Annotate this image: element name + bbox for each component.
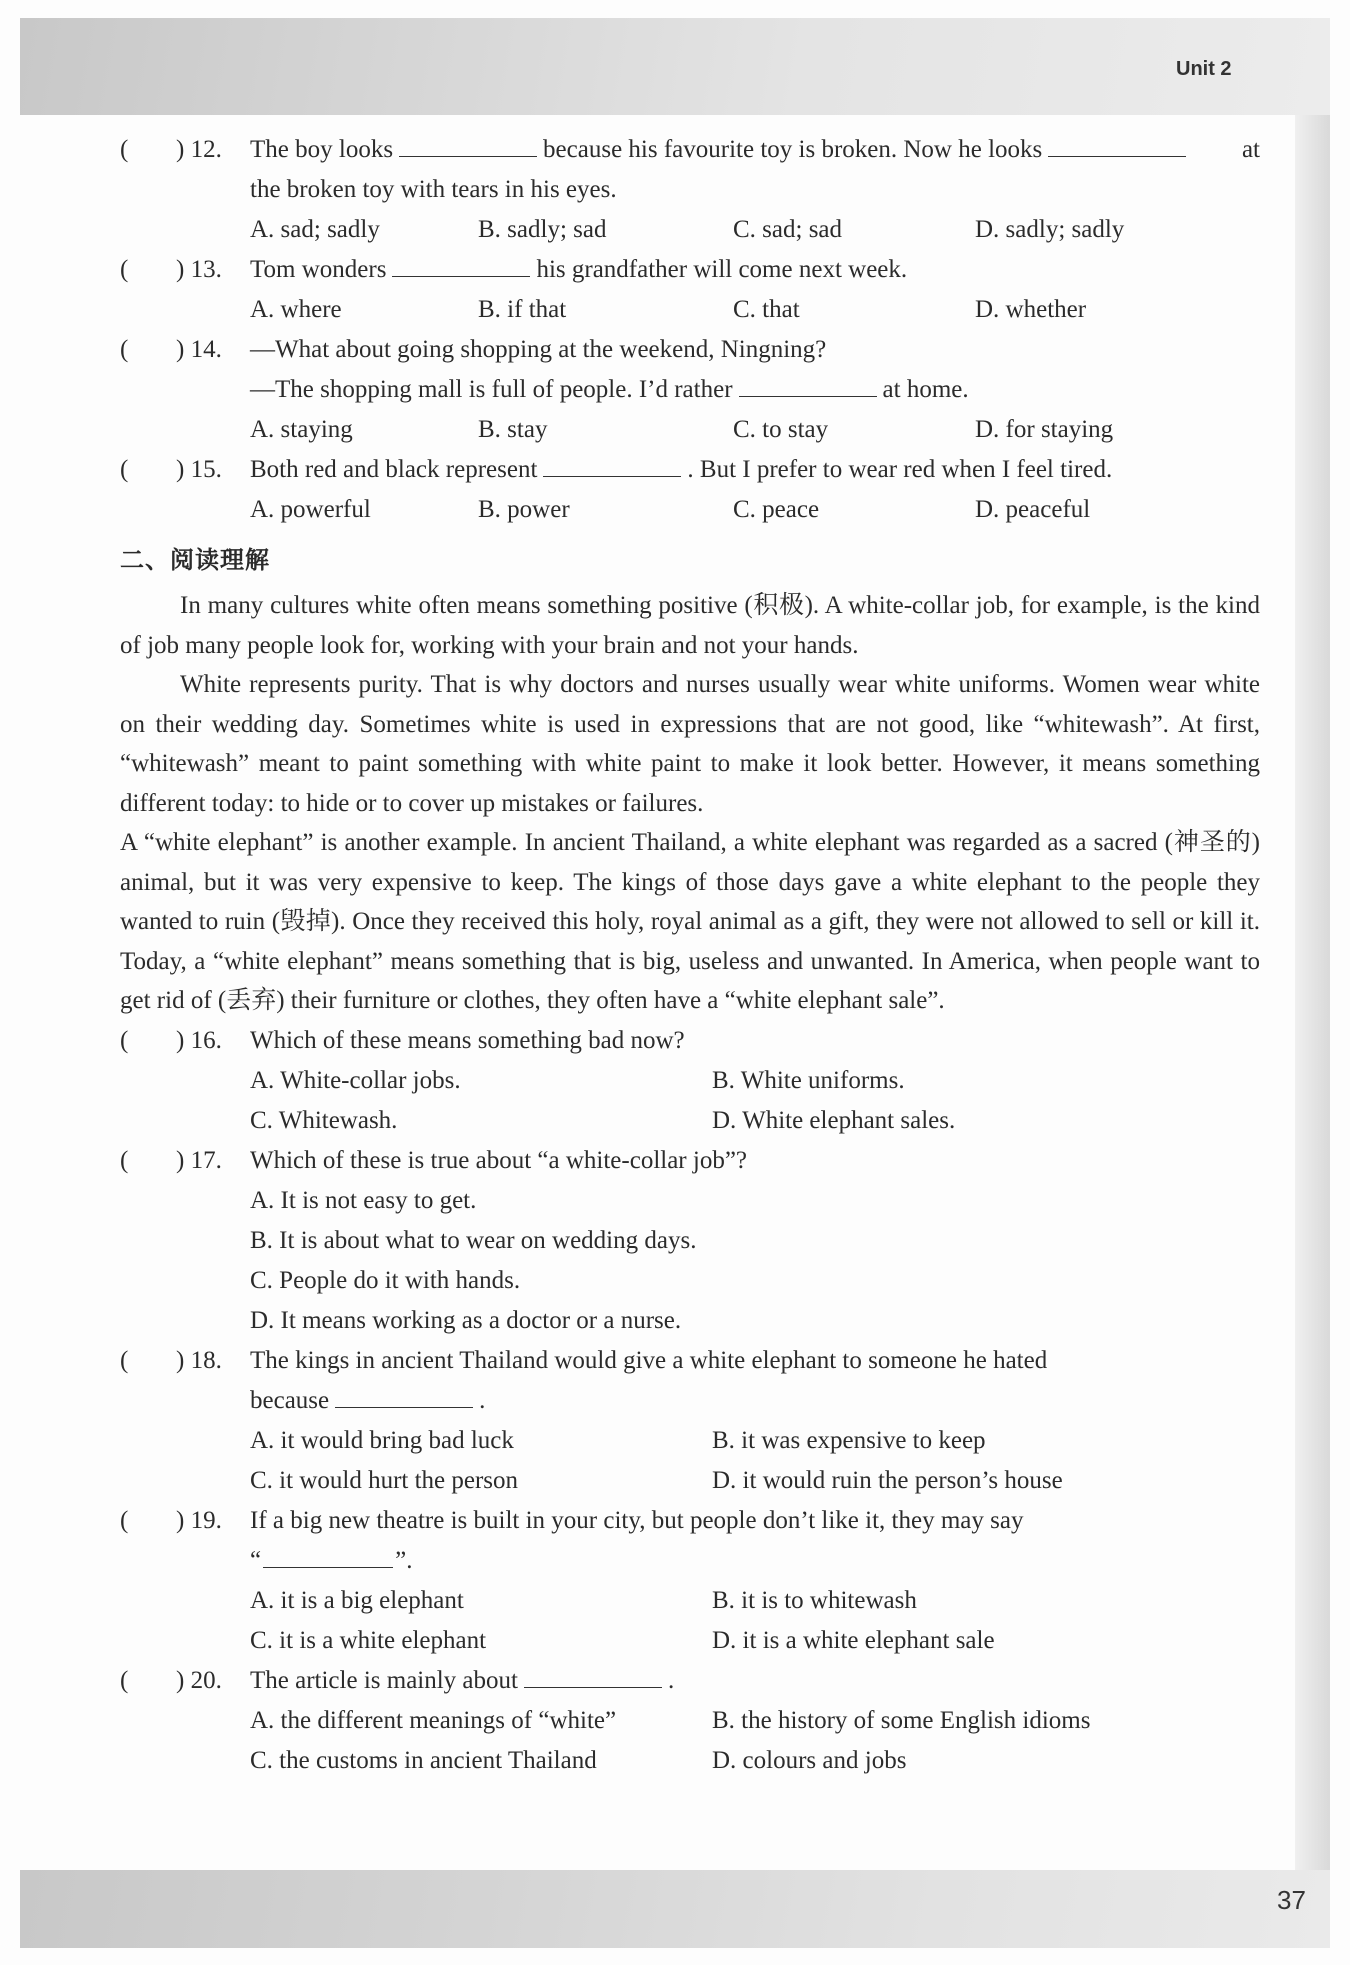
- answer-paren[interactable]: (: [120, 136, 129, 163]
- question-text: Which of these means something bad now?: [250, 1026, 685, 1054]
- options-row: [120, 210, 1260, 250]
- option-d[interactable]: D. for staying: [975, 416, 1114, 443]
- question-17: [120, 1141, 1260, 1181]
- option-d[interactable]: D. peaceful: [975, 496, 1091, 523]
- options-row: [120, 1701, 1260, 1741]
- unit-label: Unit 2: [1176, 58, 1232, 80]
- option-b[interactable]: B. it is to whitewash: [712, 1586, 917, 1614]
- question-text: Both red and black represent: [250, 456, 538, 483]
- question-20: [120, 1661, 1260, 1701]
- worksheet-content: [120, 130, 1260, 1781]
- question-text: the broken toy with tears in his eyes.: [250, 176, 617, 203]
- question-text: Tom wonders: [250, 256, 387, 283]
- question-text: .: [479, 1386, 486, 1414]
- question-14: [120, 330, 1260, 410]
- passage-paragraph: White represents purity. That is why doctors and nurses usually wear white uniforms. Women wear white on their wedding day. Sometimes white is used in expressions that are not good, like “whitewash”. At first, “whitewash” meant to paint something with white paint to make it look better. However, it means something different today: to hide or to cover up mistakes or failures.: [120, 671, 1260, 817]
- option-a[interactable]: A. where: [250, 296, 342, 323]
- answer-paren[interactable]: (: [120, 1026, 129, 1054]
- options-row: [120, 1101, 1260, 1141]
- question-text: The kings in ancient Thailand would give a white elephant to someone he hated: [250, 1346, 1048, 1374]
- question-text: —What about going shopping at the weekend, Ningning?: [250, 336, 827, 363]
- option-a[interactable]: A. sad; sadly: [250, 216, 380, 243]
- options-row: [120, 290, 1260, 330]
- option-c[interactable]: C. to stay: [733, 416, 829, 443]
- question-13: [120, 250, 1260, 290]
- question-text: ”.: [395, 1546, 413, 1574]
- answer-paren[interactable]: (: [120, 456, 129, 483]
- options-row: [120, 1221, 1260, 1261]
- answer-blank[interactable]: [399, 130, 537, 157]
- option-b[interactable]: B. power: [478, 496, 570, 523]
- option-d[interactable]: D. It means working as a doctor or a nurse.: [250, 1306, 682, 1334]
- options-row: [120, 1741, 1260, 1781]
- question-number: ) 17.: [176, 1146, 222, 1174]
- option-d[interactable]: D. it is a white elephant sale: [712, 1626, 995, 1654]
- option-a[interactable]: A. it is a big elephant: [250, 1586, 464, 1614]
- option-b[interactable]: B. It is about what to wear on wedding days.: [250, 1226, 697, 1254]
- option-d[interactable]: D. whether: [975, 296, 1087, 323]
- question-15: [120, 450, 1260, 490]
- answer-paren[interactable]: (: [120, 1666, 129, 1694]
- option-b[interactable]: B. the history of some English idioms: [712, 1706, 1091, 1734]
- footer-band: [20, 1870, 1330, 1948]
- answer-paren[interactable]: (: [120, 1506, 129, 1534]
- option-c[interactable]: C. Whitewash.: [250, 1106, 398, 1134]
- question-text: because: [250, 1386, 330, 1414]
- options-row: [120, 1581, 1260, 1621]
- options-row: [120, 1621, 1260, 1661]
- answer-blank[interactable]: [524, 1661, 662, 1688]
- option-d[interactable]: D. it would ruin the person’s house: [712, 1466, 1063, 1494]
- question-number: ) 20.: [176, 1666, 222, 1694]
- reading-passage: [120, 586, 1260, 1021]
- option-b[interactable]: B. stay: [478, 416, 548, 443]
- answer-paren[interactable]: (: [120, 1146, 129, 1174]
- option-c[interactable]: C. sad; sad: [733, 216, 843, 243]
- option-c[interactable]: C. peace: [733, 496, 820, 523]
- header-band: [20, 18, 1330, 115]
- option-c[interactable]: C. that: [733, 296, 800, 323]
- options-row: [120, 1461, 1260, 1501]
- answer-blank[interactable]: [392, 250, 530, 277]
- option-a[interactable]: A. the different meanings of “white”: [250, 1706, 617, 1734]
- option-b[interactable]: B. White uniforms.: [712, 1066, 905, 1094]
- question-text: If a big new theatre is built in your city, but people don’t like it, they may say: [250, 1506, 1024, 1534]
- answer-blank[interactable]: [263, 1541, 393, 1568]
- option-c[interactable]: C. it is a white elephant: [250, 1626, 487, 1654]
- option-a[interactable]: A. White-collar jobs.: [250, 1066, 461, 1094]
- question-number: ) 12.: [176, 136, 222, 163]
- question-number: ) 13.: [176, 256, 222, 283]
- option-c[interactable]: C. the customs in ancient Thailand: [250, 1746, 597, 1774]
- options-row: [120, 1261, 1260, 1301]
- option-b[interactable]: B. sadly; sad: [478, 216, 607, 243]
- passage-paragraph: In many cultures white often means something positive (积极). A white-collar job, for example, is the kind of job many people look for, working with your brain and not your hands.: [120, 592, 1260, 659]
- answer-blank[interactable]: [1048, 130, 1186, 157]
- answer-blank[interactable]: [335, 1381, 473, 1408]
- question-text: “: [250, 1546, 262, 1574]
- answer-paren[interactable]: (: [120, 336, 129, 363]
- question-text: his grandfather will come next week.: [536, 256, 908, 283]
- answer-blank[interactable]: [739, 370, 877, 397]
- option-c[interactable]: C. People do it with hands.: [250, 1266, 521, 1294]
- question-16: [120, 1021, 1260, 1061]
- page-edge-shadow: [1295, 115, 1330, 1870]
- option-c[interactable]: C. it would hurt the person: [250, 1466, 519, 1494]
- question-text: The article is mainly about: [250, 1666, 518, 1694]
- option-d[interactable]: D. sadly; sadly: [975, 216, 1125, 243]
- options-row: [120, 1181, 1260, 1221]
- option-b[interactable]: B. if that: [478, 296, 567, 323]
- question-number: ) 14.: [176, 336, 222, 363]
- question-12: [120, 130, 1260, 210]
- answer-paren[interactable]: (: [120, 256, 129, 283]
- options-row: [120, 490, 1260, 530]
- option-d[interactable]: D. White elephant sales.: [712, 1106, 956, 1134]
- answer-paren[interactable]: (: [120, 1346, 129, 1374]
- answer-blank[interactable]: [543, 450, 681, 477]
- question-text: Which of these is true about “a white-collar job”?: [250, 1146, 748, 1174]
- question-text: at: [1241, 136, 1260, 163]
- question-number: ) 18.: [176, 1346, 222, 1374]
- option-b[interactable]: B. it was expensive to keep: [712, 1426, 986, 1454]
- option-a[interactable]: A. staying: [250, 416, 353, 443]
- question-text: —The shopping mall is full of people. I’d rather: [250, 376, 733, 403]
- options-row: [120, 1061, 1260, 1101]
- section-title: 二、阅读理解: [120, 546, 270, 574]
- question-text: . But I prefer to wear red when I feel tired.: [687, 456, 1113, 483]
- page-number: 37: [1277, 1885, 1306, 1915]
- question-text: because his favourite toy is broken. Now he looks: [543, 136, 1043, 163]
- question-number: ) 19.: [176, 1506, 222, 1534]
- option-d[interactable]: D. colours and jobs: [712, 1746, 907, 1774]
- question-18: [120, 1341, 1260, 1421]
- options-row: [120, 1301, 1260, 1341]
- option-a[interactable]: A. It is not easy to get.: [250, 1186, 477, 1214]
- option-a[interactable]: A. powerful: [250, 496, 371, 523]
- options-row: [120, 1421, 1260, 1461]
- question-19: [120, 1501, 1260, 1581]
- options-row: [120, 410, 1260, 450]
- passage-paragraph: A “white elephant” is another example. In ancient Thailand, a white elephant was regarded as a sacred (神圣的) animal, but it was very expensive to keep. The kings of those days gave a white elephant to the people they wanted to ruin (毁掉). Once they received this holy, royal animal as a gift, they were not allowed to sell or kill it. Today, a “white elephant” means something that is big, useless and unwanted. In America, when people want to get rid of (丢弃) their furniture or clothes, they often have a “white elephant sale”.: [120, 829, 1260, 1014]
- question-text: at home.: [882, 376, 969, 403]
- question-number: ) 15.: [176, 456, 222, 483]
- question-text: .: [667, 1666, 675, 1694]
- question-number: ) 16.: [176, 1026, 222, 1054]
- question-text: The boy looks: [250, 136, 394, 163]
- option-a[interactable]: A. it would bring bad luck: [250, 1426, 514, 1454]
